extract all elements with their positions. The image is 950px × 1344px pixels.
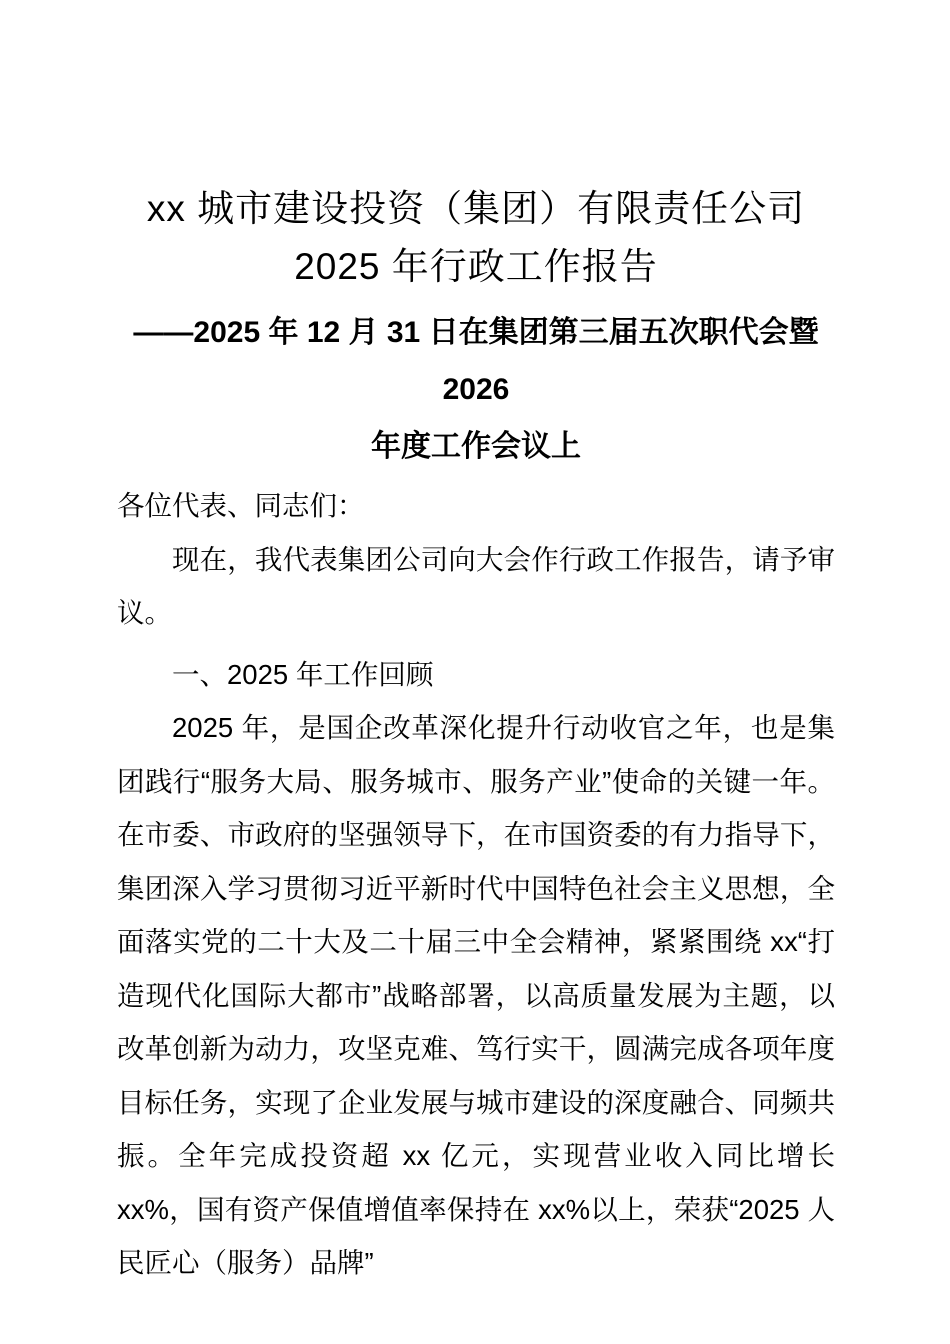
document-body — [117, 479, 835, 1290]
subtitle-line-2: 年度工作会议上 — [371, 430, 581, 463]
document-title — [117, 180, 835, 296]
subtitle-line-1: ——2025 年 12 月 31 日在集团第三届五次职代会暨 2026 — [133, 316, 819, 406]
intro-paragraph: 现在，我代表集团公司向大会作行政工作报告，请予审议。 — [117, 543, 835, 628]
review-body-paragraph: 2025 年，是国企改革深化提升行动收官之年，也是集团践行“服务大局、服务城市、服务产业”使命的关键一年。在市委、市政府的坚强领导下，在市国资委的有力指导下，集团深入学习贯彻习近平新时代中国特色社会主义思想，全面落实党的二十大及二十届三中全会精神，紧紧围绕 xx“打造现代化国际大都市”战略部署，以高质量发展为主题，以改革创新为动力，攻坚克难、笃行实干，圆满完成各项年度目标任务，实现了企业发展与城市建设的深度融合、同频共振。全年完成投资超 xx 亿元，实现营业收入同比增长 xx%，国有资产保值增值率保持在 xx%以上，荣获“2025 人民匠心（服务）品牌” — [117, 712, 835, 1278]
salutation-paragraph: 各位代表、同志们： — [117, 490, 365, 521]
section-heading-2025-review: 一、2025 年工作回顾 — [172, 658, 434, 690]
title-line-1: xx 城市建设投资（集团）有限责任公司 — [146, 188, 806, 229]
title-line-2: 2025 年行政工作报告 — [294, 246, 658, 287]
document-subtitle — [117, 304, 835, 475]
